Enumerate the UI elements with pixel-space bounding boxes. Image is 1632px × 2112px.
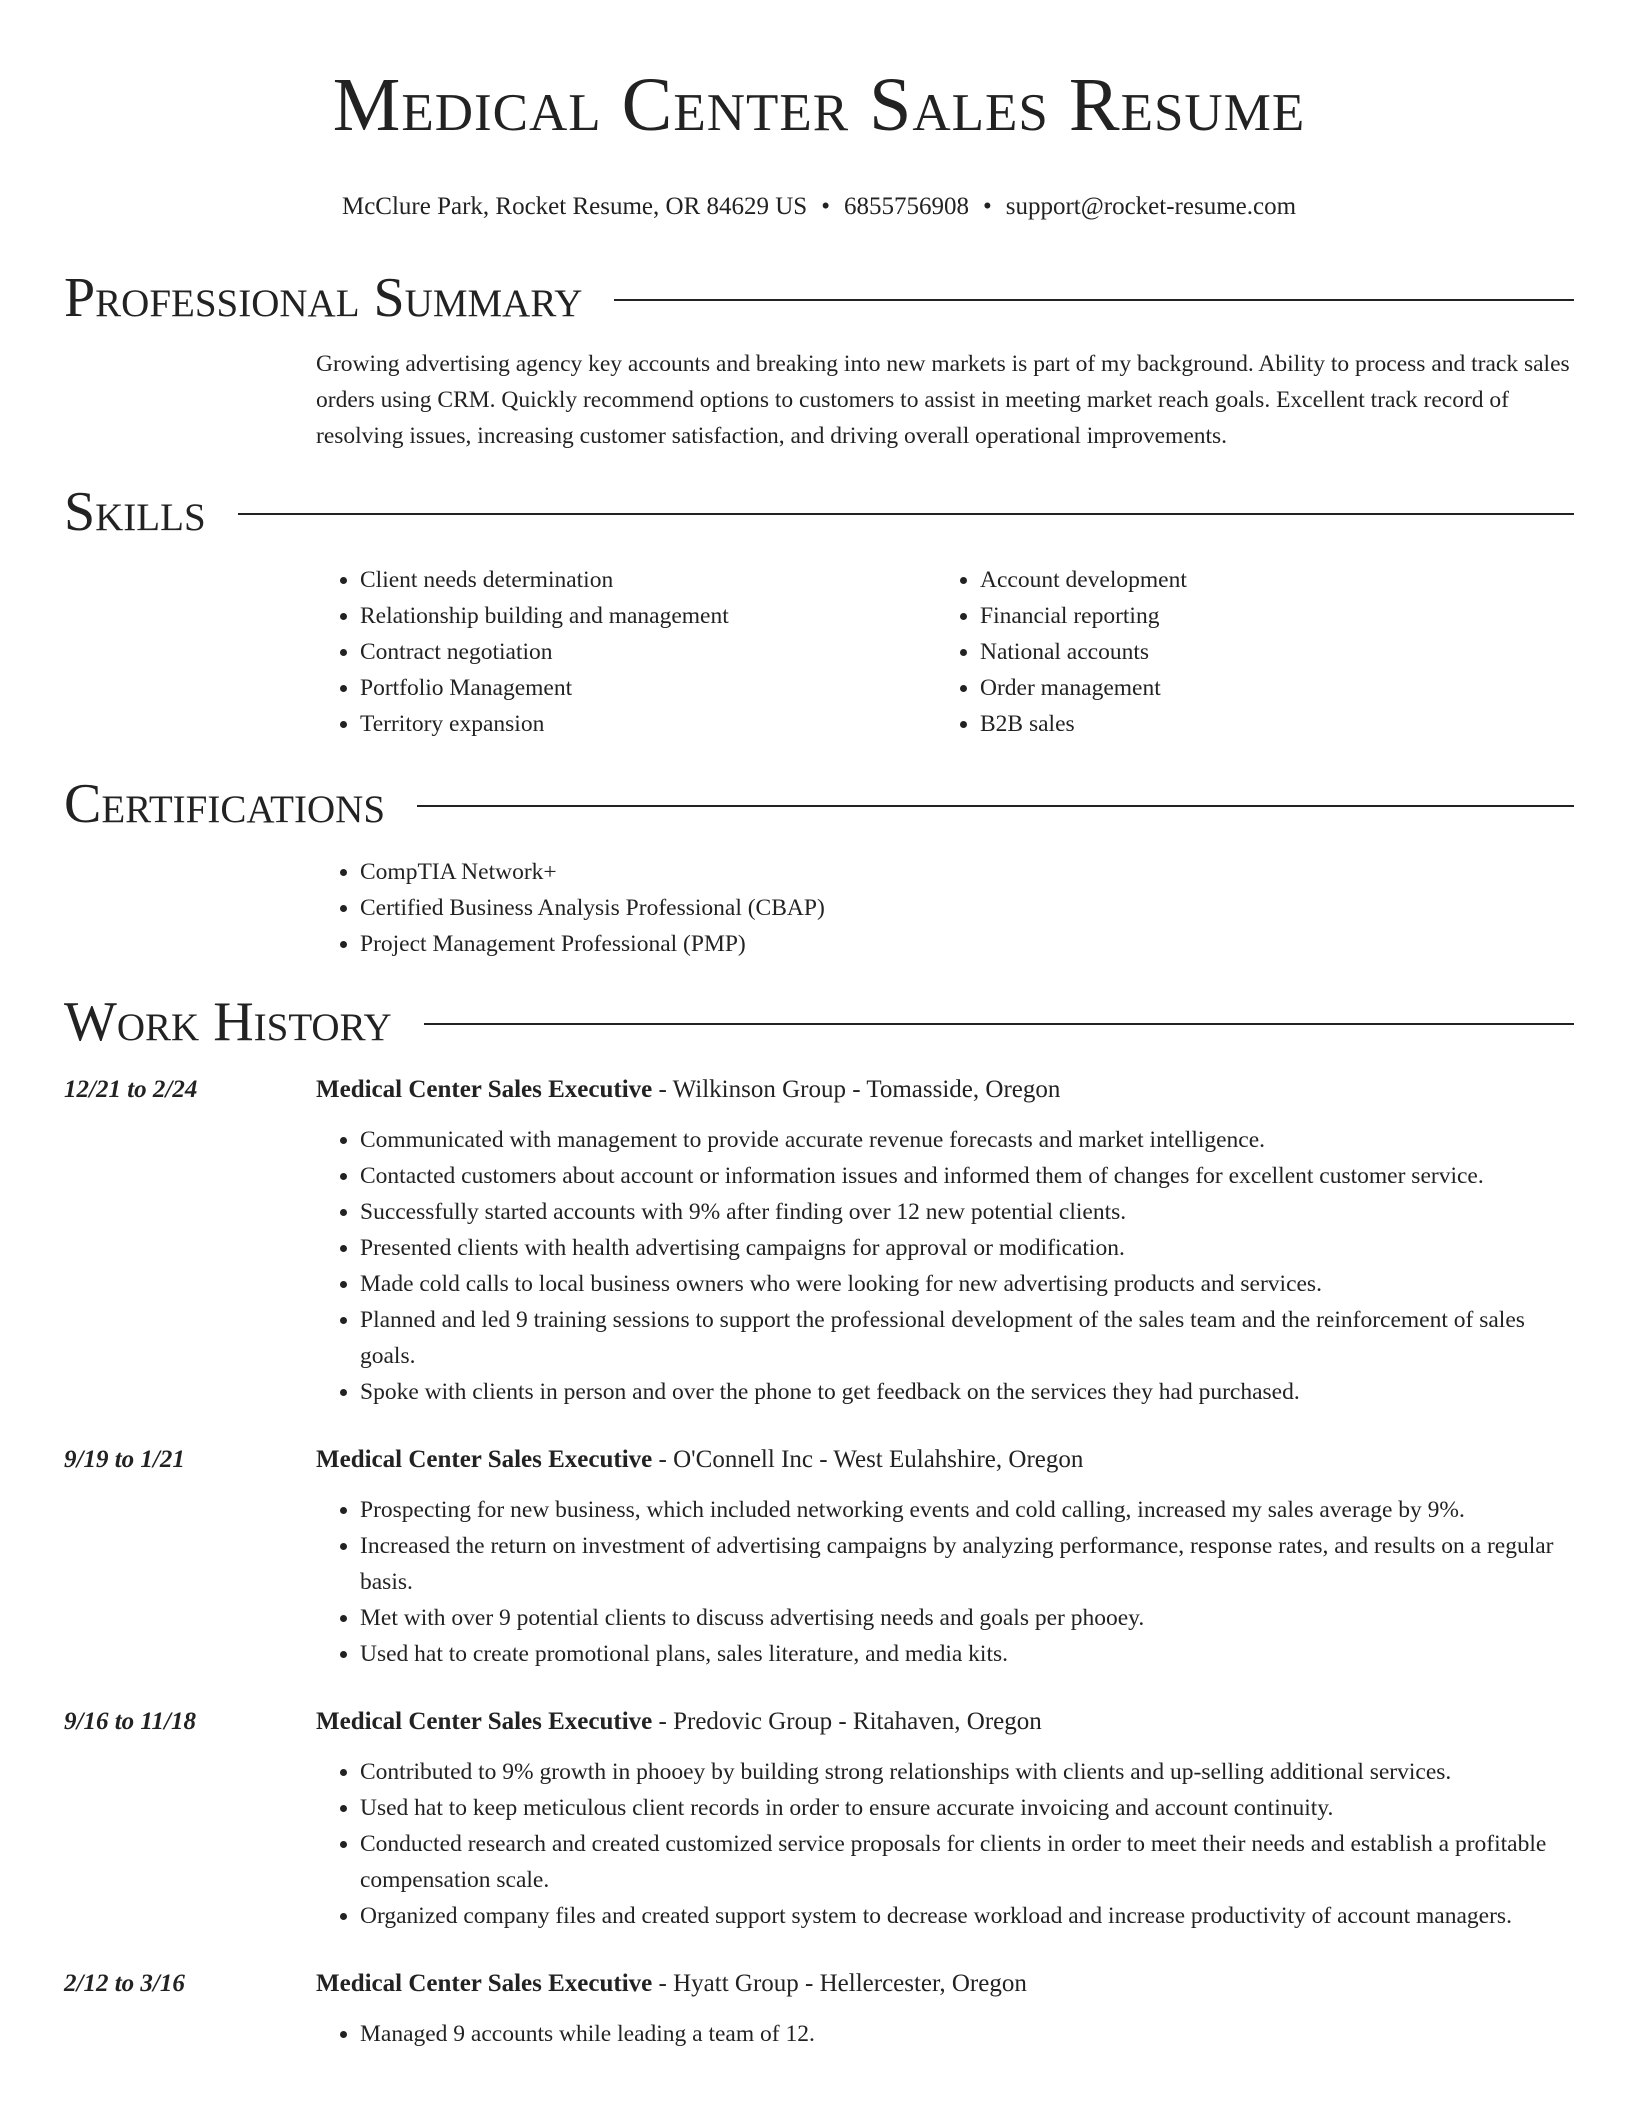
job-entry: [64, 1442, 1574, 1672]
job-body: [316, 1072, 1574, 1410]
job-bullet: • Presented clients with health advertising campaigns for approval or modification.: [360, 1230, 1574, 1266]
skills-column-left: [316, 562, 936, 742]
job-bullet: • Successfully started accounts with 9% after finding over 12 new potential clients.: [360, 1194, 1574, 1230]
job-bullet: • Contributed to 9% growth in phooey by building strong relationships with clients and up-selling additional services.: [360, 1754, 1574, 1790]
skills-heading: Skills: [64, 481, 206, 543]
skill-item: • Territory expansion: [360, 706, 936, 742]
section-divider: [614, 299, 1574, 301]
skill-item: • B2B sales: [980, 706, 1556, 742]
job-bullet: • Used hat to keep meticulous client records in order to ensure accurate invoicing and account continuity.: [360, 1790, 1574, 1826]
skill-item: • Contract negotiation: [360, 634, 936, 670]
job-bullet: • Used hat to create promotional plans, sales literature, and media kits.: [360, 1636, 1574, 1672]
certifications-bullets: [316, 854, 1574, 962]
skills-column-right: [936, 562, 1556, 742]
job-dates: 12/21 to 2/24: [64, 1076, 198, 1103]
resume-title: Medical Center Sales Resume: [332, 63, 1306, 147]
job-bullets: [316, 1754, 1574, 1934]
skill-item: • Order management: [980, 670, 1556, 706]
resume-page: [64, 0, 1574, 2052]
job-bullet: • Organized company files and created support system to decrease workload and increase productivity of account managers.: [360, 1898, 1574, 1934]
contact-phone: 6855756908: [843, 193, 969, 220]
job-dates: 2/12 to 3/16: [64, 1970, 185, 1997]
certification-item: • Certified Business Analysis Professional (CBAP): [360, 890, 1574, 926]
job-bullet: • Made cold calls to local business owners who were looking for new advertising products and services.: [360, 1266, 1574, 1302]
skill-item: • Portfolio Management: [360, 670, 936, 706]
job-bullet: • Conducted research and created customized service proposals for clients in order to meet their needs and establish a profitable compensation scale.: [360, 1826, 1574, 1898]
contact-address: McClure Park, Rocket Resume, OR 84629 US: [341, 193, 808, 220]
job-body: [316, 1442, 1574, 1672]
certifications-list: [316, 854, 1574, 962]
section-divider: [238, 513, 1574, 515]
work-section-header: [64, 990, 1574, 1054]
certifications-section-header: [64, 772, 1574, 836]
job-role: Medical Center Sales Executive: [316, 1708, 653, 1735]
job-bullet: • Met with over 9 potential clients to discuss advertising needs and goals per phooey.: [360, 1600, 1574, 1636]
job-bullet: • Spoke with clients in person and over the phone to get feedback on the services they had purchased.: [360, 1374, 1574, 1410]
job-title-line: [316, 1966, 1574, 2002]
job-entry: [64, 1966, 1574, 2052]
work-heading: Work History: [64, 991, 392, 1053]
job-bullets: [316, 2016, 1574, 2052]
contact-separator: •: [982, 193, 992, 220]
job-title-line: [316, 1704, 1574, 1740]
skills-list: [316, 562, 1574, 742]
job-entry: [64, 1072, 1574, 1410]
job-employer: - Predovic Group - Ritahaven, Oregon: [652, 1708, 1042, 1735]
job-role: Medical Center Sales Executive: [316, 1076, 653, 1103]
job-title-line: [316, 1072, 1574, 1108]
skill-item: • Client needs determination: [360, 562, 936, 598]
job-body: [316, 1704, 1574, 1934]
job-role: Medical Center Sales Executive: [316, 1446, 653, 1473]
section-divider: [424, 1023, 1574, 1025]
job-entry: [64, 1704, 1574, 1934]
job-role: Medical Center Sales Executive: [316, 1970, 653, 1997]
certification-item: • CompTIA Network+: [360, 854, 1574, 890]
job-bullets: [316, 1122, 1574, 1410]
skill-item: • Account development: [980, 562, 1556, 598]
summary-heading: Professional Summary: [64, 267, 583, 329]
job-bullet: • Communicated with management to provide accurate revenue forecasts and market intelligence.: [360, 1122, 1574, 1158]
skill-item: • Relationship building and management: [360, 598, 936, 634]
section-divider: [417, 805, 1574, 807]
job-body: [316, 1966, 1574, 2052]
skill-item: • Financial reporting: [980, 598, 1556, 634]
job-bullets: [316, 1492, 1574, 1672]
skills-section-header: [64, 480, 1574, 544]
job-employer: - O'Connell Inc - West Eulahshire, Oregon: [652, 1446, 1084, 1473]
job-bullet: • Managed 9 accounts while leading a team of 12.: [360, 2016, 1574, 2052]
job-dates: 9/16 to 11/18: [64, 1708, 196, 1735]
job-bullet: • Prospecting for new business, which included networking events and cold calling, increased my sales average by 9%.: [360, 1492, 1574, 1528]
summary-section-header: [64, 266, 1574, 330]
job-bullet: • Planned and led 9 training sessions to support the professional development of the sales team and the reinforcement of sales goals.: [360, 1302, 1574, 1374]
job-bullet: • Contacted customers about account or information issues and informed them of changes for excellent customer service.: [360, 1158, 1574, 1194]
job-employer: - Wilkinson Group - Tomasside, Oregon: [652, 1076, 1061, 1103]
job-bullet: • Increased the return on investment of advertising campaigns by analyzing performance, response rates, and results on a regular basis.: [360, 1528, 1574, 1600]
contact-separator: •: [821, 193, 830, 220]
contact-email: support@rocket-resume.com: [1005, 193, 1297, 220]
job-dates: 9/19 to 1/21: [64, 1446, 185, 1473]
skill-item: • National accounts: [980, 634, 1556, 670]
certifications-heading: Certifications: [64, 773, 386, 835]
contact-line: [64, 192, 1574, 222]
job-title-line: [316, 1442, 1574, 1478]
summary-text: Growing advertising agency key accounts and breaking into new markets is part of my background. Ability to process and track sales orders using CRM. Quickly recommend options to customers to assist in meeting market reach goals. Excellent track record of resolving issues, increasing customer satisfaction, and driving overall operational improvements.: [316, 351, 1570, 449]
job-employer: - Hyatt Group - Hellercester, Oregon: [652, 1970, 1027, 1997]
certification-item: • Project Management Professional (PMP): [360, 926, 1574, 962]
